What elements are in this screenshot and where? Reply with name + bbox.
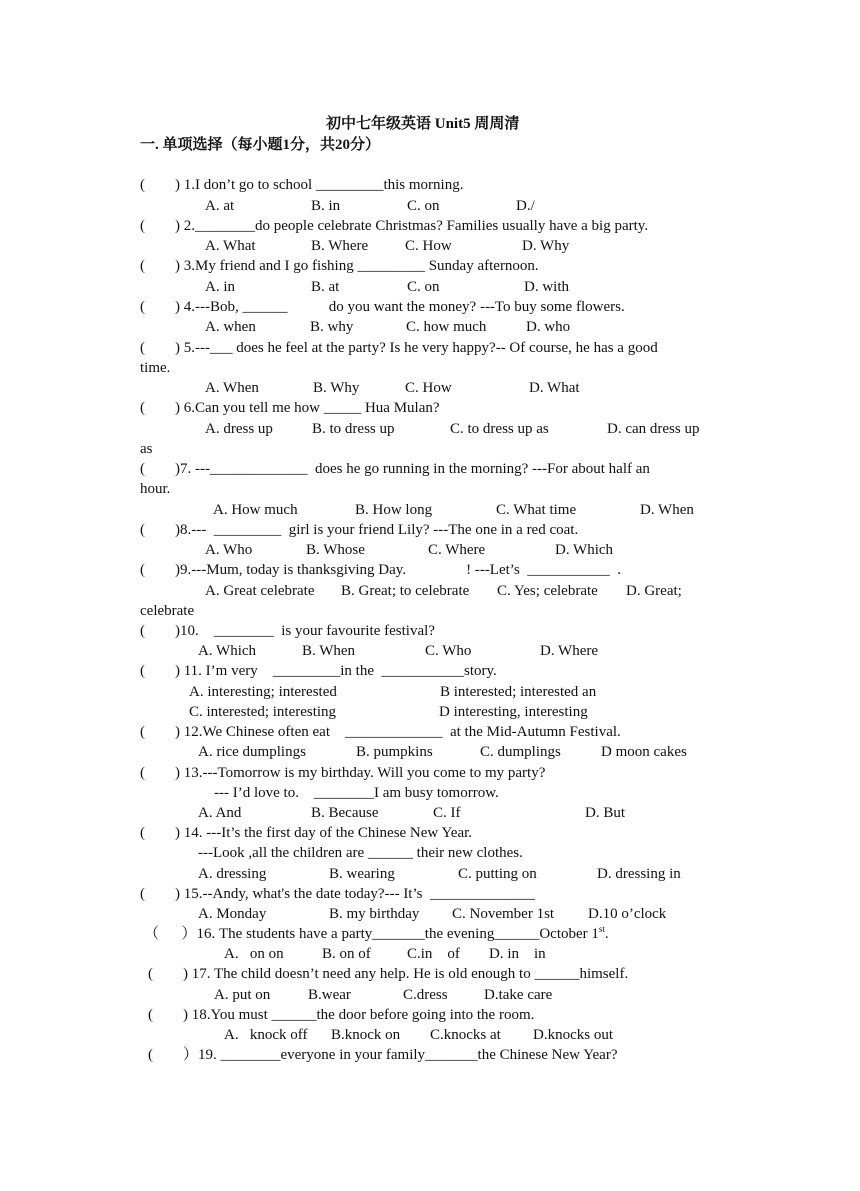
section-heading: 一. 单项选择（每小题1分，共20分） xyxy=(140,137,381,153)
q16-option-a: A. on on xyxy=(224,946,284,962)
q3-option-b: B. at xyxy=(311,279,340,295)
q16-stem-text: （ ）16. The students have a party_______the evening______October 1 xyxy=(144,926,599,942)
q5-option-b: B. Why xyxy=(313,380,360,396)
q9-option-c: C. Yes; celebrate xyxy=(497,583,598,599)
q11-option-c: C. interested; interesting xyxy=(189,704,337,720)
q7-option-b: B. How long xyxy=(355,502,433,518)
q14-option-b: B. wearing xyxy=(329,866,395,882)
question-5-stem-cont: time. xyxy=(140,360,171,376)
q9-option-a: A. Great celebrate xyxy=(205,583,315,599)
q11-option-d: D interesting, interesting xyxy=(439,704,588,720)
q10-option-c: C. Who xyxy=(425,643,472,659)
question-8-stem: ( )8.--- _________ girl is your friend Lily? ---The one in a red coat. xyxy=(140,522,579,538)
q3-option-c: C. on xyxy=(407,279,440,295)
question-16-stem xyxy=(144,924,609,944)
q10-option-d: D. Where xyxy=(540,643,599,659)
q17-option-b: B.wear xyxy=(308,987,351,1003)
q16-option-b: B. on of xyxy=(322,946,371,962)
q15-option-a: A. Monday xyxy=(198,906,267,922)
q1-option-a: A. at xyxy=(205,198,235,214)
q14-option-a: A. dressing xyxy=(198,866,267,882)
q12-option-b: B. pumpkins xyxy=(356,744,433,760)
q18-option-b: B.knock on xyxy=(331,1027,401,1043)
question-14-line2: ---Look ,all the children are ______ their new clothes. xyxy=(198,845,523,861)
q18-option-a: A. knock off xyxy=(224,1027,308,1043)
q6-option-c: C. to dress up as xyxy=(450,421,549,437)
question-11-stem: ( ) 11. I’m very _________in the ___________story. xyxy=(140,663,497,679)
question-7-stem: ( )7. ---_____________ does he go running in the morning? ---For about half an xyxy=(140,461,650,477)
question-15-stem: ( ) 15.--Andy, what's the date today?--- It’s ______________ xyxy=(140,886,535,902)
q10-option-a: A. Which xyxy=(198,643,257,659)
q2-option-a: A. What xyxy=(205,238,256,254)
q17-option-a: A. put on xyxy=(214,987,271,1003)
question-6-stem: ( ) 6.Can you tell me how _____ Hua Mulan? xyxy=(140,400,440,416)
q6-option-b: B. to dress up xyxy=(312,421,395,437)
question-19-stem: ( ）19. ________everyone in your family_______the Chinese New Year? xyxy=(148,1047,618,1063)
q3-option-d: D. with xyxy=(524,279,569,295)
q17-option-c: C.dress xyxy=(403,987,448,1003)
question-17-stem: ( ) 17. The child doesn’t need any help. He is old enough to ______himself. xyxy=(148,966,629,982)
question-12-stem: ( ) 12.We Chinese often eat _____________ at the Mid-Autumn Festival. xyxy=(140,724,621,740)
q5-option-a: A. When xyxy=(205,380,259,396)
q2-option-d: D. Why xyxy=(522,238,570,254)
q13-option-a: A. And xyxy=(198,805,242,821)
q15-option-d: D.10 o’clock xyxy=(588,906,667,922)
q17-option-d: D.take care xyxy=(484,987,553,1003)
q16-option-d: D. in in xyxy=(489,946,546,962)
q13-option-c: C. If xyxy=(433,805,461,821)
question-7-stem-cont: hour. xyxy=(140,481,171,497)
q1-option-d: D./ xyxy=(516,198,535,214)
q11-option-a: A. interesting; interested xyxy=(189,684,337,700)
q14-option-d: D. dressing in xyxy=(597,866,681,882)
q16-stem-end: . xyxy=(604,926,609,942)
question-2-stem: ( ) 2.________do people celebrate Christmas? Families usually have a big party. xyxy=(140,218,649,234)
q8-option-c: C. Where xyxy=(428,542,486,558)
q16-option-c: C.in of xyxy=(407,946,460,962)
q18-option-d: D.knocks out xyxy=(533,1027,613,1043)
question-10-stem: ( )10. ________ is your favourite festival? xyxy=(140,623,435,639)
question-4-stem: ( ) 4.---Bob, ______ do you want the money? ---To buy some flowers. xyxy=(140,299,625,315)
question-5-stem: ( ) 5.---___ does he feel at the party? Is he very happy?-- Of course, he has a good xyxy=(140,340,658,356)
q11-option-b: B interested; interested an xyxy=(440,684,597,700)
q9-option-d-cont: celebrate xyxy=(140,603,195,619)
q15-option-b: B. my birthday xyxy=(329,906,420,922)
q2-option-c: C. How xyxy=(405,238,452,254)
q5-option-d: D. What xyxy=(529,380,580,396)
q8-option-a: A. Who xyxy=(205,542,253,558)
q9-option-b: B. Great; to celebrate xyxy=(341,583,470,599)
q4-option-b: B. why xyxy=(310,319,354,335)
page-title: 初中七年级英语 Unit5 周周清 xyxy=(326,116,520,132)
question-14-stem: ( ) 14. ---It’s the first day of the Chinese New Year. xyxy=(140,825,473,841)
q18-option-c: C.knocks at xyxy=(430,1027,501,1043)
q6-option-d-cont: as xyxy=(140,441,153,457)
q7-option-a: A. How much xyxy=(213,502,298,518)
q15-option-c: C. November 1st xyxy=(452,906,555,922)
q4-option-d: D. who xyxy=(526,319,571,335)
q13-option-d: D. But xyxy=(585,805,626,821)
q16-superscript: st xyxy=(598,924,605,934)
q1-option-c: C. on xyxy=(407,198,440,214)
q8-option-b: B. Whose xyxy=(306,542,365,558)
q6-option-d: D. can dress up xyxy=(607,421,700,437)
q9-option-d: D. Great; xyxy=(626,583,682,599)
q7-option-d: D. When xyxy=(640,502,694,518)
question-18-stem: ( ) 18.You must ______the door before going into the room. xyxy=(148,1007,535,1023)
question-13-reply: --- I’d love to. ________I am busy tomorrow. xyxy=(214,785,499,801)
q1-option-b: B. in xyxy=(311,198,341,214)
q7-option-c: C. What time xyxy=(496,502,577,518)
q4-option-a: A. when xyxy=(205,319,256,335)
q4-option-c: C. how much xyxy=(406,319,487,335)
q12-option-d: D moon cakes xyxy=(601,744,687,760)
q8-option-d: D. Which xyxy=(555,542,614,558)
q2-option-b: B. Where xyxy=(311,238,369,254)
q14-option-c: C. putting on xyxy=(458,866,537,882)
q3-option-a: A. in xyxy=(205,279,235,295)
q12-option-c: C. dumplings xyxy=(480,744,561,760)
q12-option-a: A. rice dumplings xyxy=(198,744,306,760)
q13-option-b: B. Because xyxy=(311,805,379,821)
question-1-stem: ( ) 1.I don’t go to school _________this morning. xyxy=(140,177,464,193)
q5-option-c: C. How xyxy=(405,380,452,396)
question-9-stem: ( )9.---Mum, today is thanksgiving Day. ! ---Let’s ___________ . xyxy=(140,562,622,578)
q6-option-a: A. dress up xyxy=(205,421,273,437)
question-3-stem: ( ) 3.My friend and I go fishing _________ Sunday afternoon. xyxy=(140,258,539,274)
question-13-stem: ( ) 13.---Tomorrow is my birthday. Will you come to my party? xyxy=(140,765,546,781)
q10-option-b: B. When xyxy=(302,643,356,659)
